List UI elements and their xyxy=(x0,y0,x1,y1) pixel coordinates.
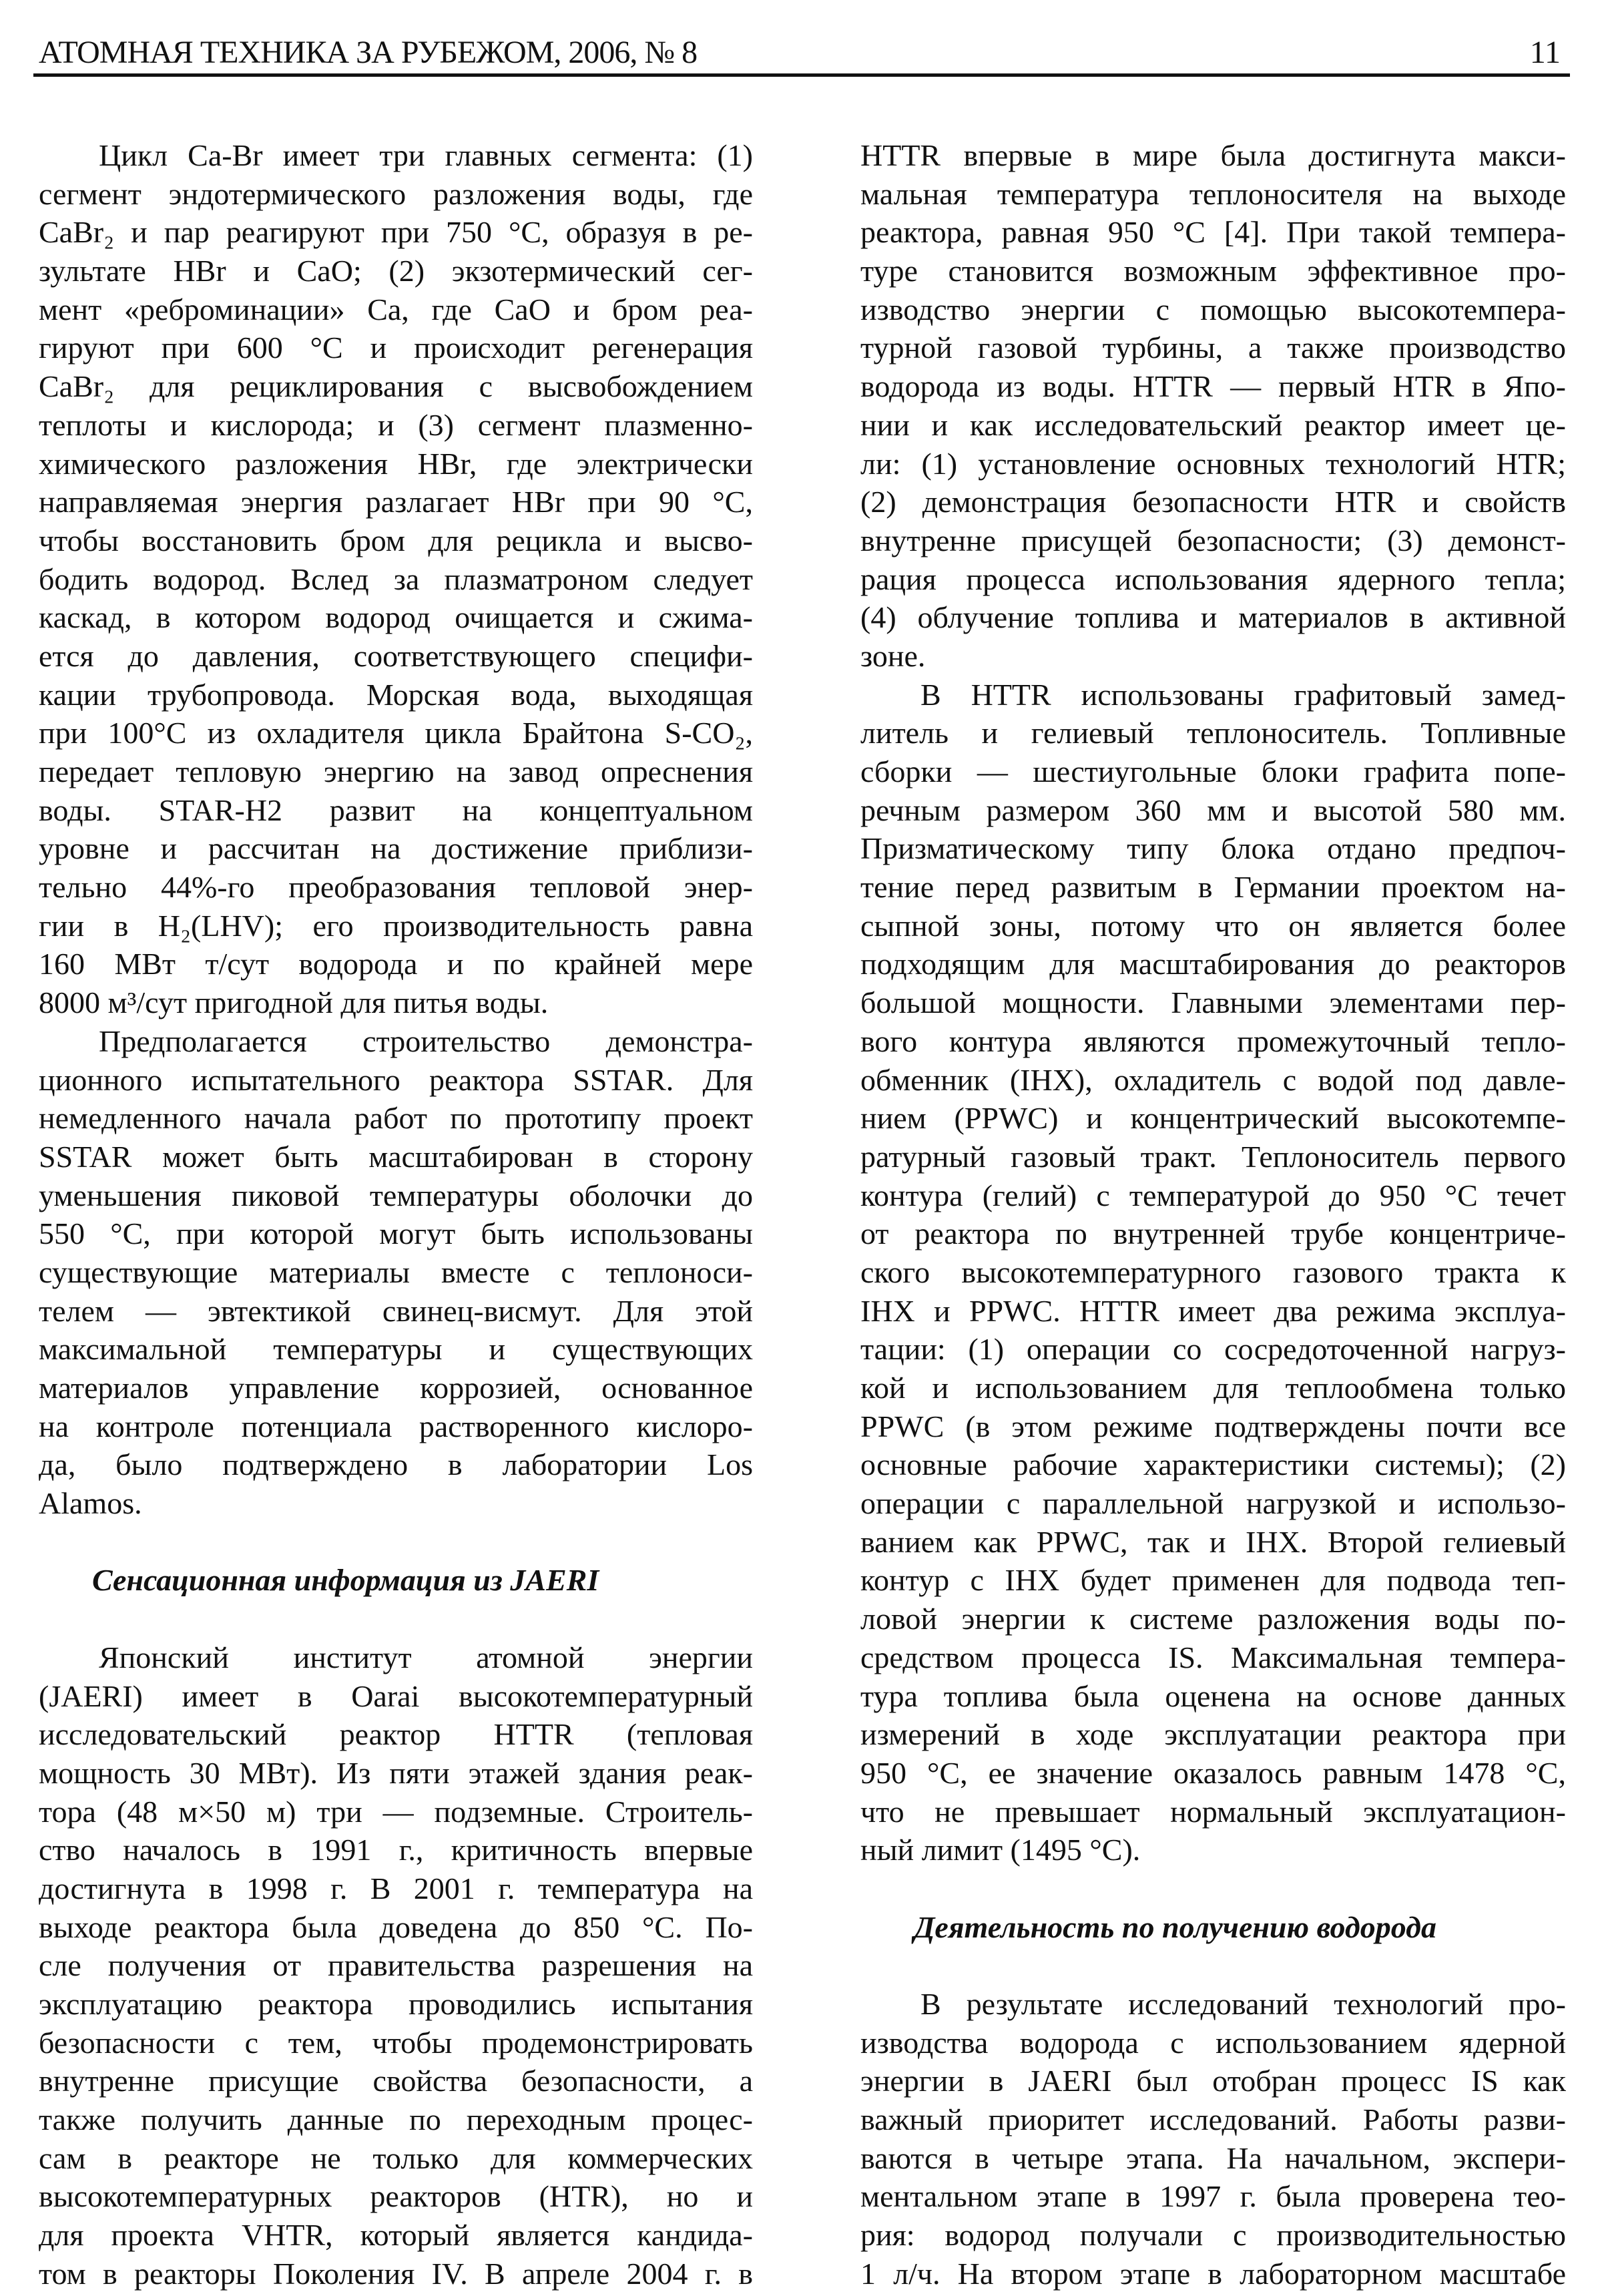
text-line: сам в реакторе не только для коммерческих xyxy=(39,2140,753,2175)
text-line: контура (гелий) с температурой до 950 °C течет xyxy=(860,1178,1566,1212)
text-line: тельно 44%-го преобразования тепловой энер- xyxy=(39,870,753,905)
paragraph xyxy=(860,136,1566,676)
text-line: HTTR впервые в мире была достигнута макси- xyxy=(860,138,1566,172)
text-line: телем — эвтектикой свинец-висмут. Для этой xyxy=(39,1293,753,1328)
text-line: ского высокотемпературного газового тракта к xyxy=(860,1254,1566,1289)
text-line: мальная температура теплоносителя на выходе xyxy=(860,176,1566,211)
text-line: безопасности с тем, чтобы продемонстрировать xyxy=(39,2025,753,2060)
text-line: 950 °C, ее значение оказалось равным 1478 °C, xyxy=(860,1755,1566,1790)
text-line: тура топлива была оценена на основе данных xyxy=(860,1678,1566,1713)
text-line: CaBr₂ для рециклирования с высвобождением xyxy=(39,369,753,404)
text-line: гии в H₂(LHV); его производительность равна xyxy=(39,908,753,943)
text-line: кой и использованием для теплообмена только xyxy=(860,1371,1566,1405)
text-line: В результате исследований технологий про- xyxy=(920,1987,1566,2021)
text-line: 8000 м³/сут пригодной для питья воды. xyxy=(39,985,549,1020)
text-line: Японский институт атомной энергии xyxy=(99,1640,753,1674)
text-line: чтобы восстановить бром для рецикла и высво- xyxy=(39,523,753,557)
text-line: тора (48 м×50 м) три — подземные. Строитель- xyxy=(39,1794,753,1829)
text-line: каскад, в котором водород очищается и сжима- xyxy=(39,600,753,635)
text-column-right xyxy=(860,136,1566,2293)
text-line: ется до давления, соответствующего специфи- xyxy=(39,638,753,673)
journal-title: АТОМНАЯ ТЕХНИКА ЗА РУБЕЖОМ, 2006, № 8 xyxy=(39,35,698,70)
text-line: сборки — шестиугольные блоки графита попе- xyxy=(860,754,1566,788)
text-line: операции с параллельной нагрузкой и использо- xyxy=(860,1486,1566,1521)
header-rule xyxy=(33,73,1570,77)
text-line: теплоты и кислорода; и (3) сегмент плазменно- xyxy=(39,407,753,442)
text-line: кации трубопровода. Морская вода, выходящая xyxy=(39,677,753,712)
text-line: IHX и PPWC. HTTR имеет два режима эксплуа- xyxy=(860,1293,1566,1328)
paragraph xyxy=(39,1022,753,1523)
text-line: средством процесса IS. Максимальная темпера- xyxy=(860,1640,1566,1674)
text-line: подходящим для масштабирования до реакторов xyxy=(860,947,1566,981)
text-line: нием (PPWC) и концентрический высокотемпе- xyxy=(860,1101,1566,1136)
text-line: ваются в четыре этапа. На начальном, экспери- xyxy=(860,2140,1566,2175)
text-line: речным размером 360 мм и высотой 580 мм. xyxy=(860,792,1566,827)
text-line: туре становится возможным эффективное про- xyxy=(860,254,1566,288)
text-line: литель и гелиевый теплоноситель. Топливные xyxy=(860,716,1566,750)
text-line: высокотемпературных реакторов (HTR), но и xyxy=(39,2179,753,2214)
text-line: нии и как исследовательский реактор имеет це- xyxy=(860,407,1566,442)
text-line: химического разложения HBr, где электрически xyxy=(39,446,753,481)
text-line: материалов управление коррозией, основанное xyxy=(39,1371,753,1405)
text-line: зультате HBr и CaO; (2) экзотермический сег- xyxy=(39,254,753,288)
text-line: 550 °C, при которой могут быть использованы xyxy=(39,1216,753,1251)
text-line: ментальном этапе в 1997 г. была проверена тео- xyxy=(860,2179,1566,2214)
text-line: мент «реброминации» Ca, где CaO и бром реа- xyxy=(39,292,753,326)
text-line: водорода из воды. HTTR — первый HTR в Япо- xyxy=(860,369,1566,404)
running-header xyxy=(39,33,1561,72)
text-line: при 100°C из охладителя цикла Брайтона S-CO₂, xyxy=(39,716,753,750)
text-line: сле получения от правительства разрешения на xyxy=(39,1948,753,1983)
text-line: исследовательский реактор HTTR (тепловая xyxy=(39,1717,753,1752)
text-line: выходе реактора была доведена до 850 °C. По- xyxy=(39,1909,753,1944)
text-line: внутренне присущей безопасности; (3) демонст- xyxy=(860,523,1566,557)
text-line: (4) облучение топлива и материалов в активной xyxy=(860,600,1566,635)
text-line: сыпной зоны, потому что он является более xyxy=(860,908,1566,943)
text-line: рация процесса использования ядерного тепла; xyxy=(860,561,1566,596)
text-line: Цикл Ca-Br имеет три главных сегмента: (1) xyxy=(99,138,753,172)
paragraph xyxy=(860,1985,1566,2293)
text-line: обменник (IHX), охладитель с водой под давле- xyxy=(860,1062,1566,1097)
text-line: измерений в ходе эксплуатации реактора при xyxy=(860,1717,1566,1752)
paragraph xyxy=(39,1638,753,2293)
text-line: зоне. xyxy=(860,638,926,673)
section-heading: Деятельность по получению водорода xyxy=(914,1909,1436,1944)
text-line: (2) демонстрация безопасности HTR и свойств xyxy=(860,485,1566,519)
text-line: рия: водород получали с производительностью xyxy=(860,2218,1566,2253)
text-line: также получить данные по переходным процес- xyxy=(39,2102,753,2137)
text-line: уровне и рассчитан на достижение приблизи- xyxy=(39,831,753,866)
text-line: основные рабочие характеристики системы); (2) xyxy=(860,1447,1566,1482)
text-line: ли: (1) установление основных технологий HTR; xyxy=(860,446,1566,481)
text-line: вого контура являются промежуточный тепло- xyxy=(860,1023,1566,1058)
text-line: ство началось в 1991 г., критичность впервые xyxy=(39,1833,753,1867)
text-line: сегмент эндотермического разложения воды, где xyxy=(39,176,753,211)
text-line: да, было подтверждено в лаборатории Los xyxy=(39,1447,753,1482)
text-line: бодить водород. Вслед за плазматроном следует xyxy=(39,561,753,596)
text-line: турной газовой турбины, а также производство xyxy=(860,330,1566,365)
text-line: что не превышает нормальный эксплуатацион- xyxy=(860,1794,1566,1829)
text-line: гируют при 600 °C и происходит регенерация xyxy=(39,330,753,365)
text-line: максимальной температуры и существующих xyxy=(39,1332,753,1367)
text-line: ванием как PPWC, так и IHX. Второй гелиевый xyxy=(860,1524,1566,1559)
text-line: ратурный газовый тракт. Теплоноситель первого xyxy=(860,1139,1566,1174)
text-line: тации: (1) операции со сосредоточенной нагруз- xyxy=(860,1332,1566,1367)
text-line: PPWC (в этом режиме подтверждены почти все xyxy=(860,1409,1566,1443)
text-line: существующие материалы вместе с теплоноси- xyxy=(39,1254,753,1289)
text-line: (JAERI) имеет в Oarai высокотемпературный xyxy=(39,1678,753,1713)
text-line: энергии в JAERI был отобран процесс IS как xyxy=(860,2064,1566,2098)
text-line: достигнута в 1998 г. В 2001 г. температура на xyxy=(39,1871,753,1905)
text-line: направляемая энергия разлагает HBr при 90 °C, xyxy=(39,485,753,519)
text-line: мощность 30 МВт). Из пяти этажей здания реак- xyxy=(39,1755,753,1790)
text-line: от реактора по внутренней трубе концентриче- xyxy=(860,1216,1566,1251)
text-line: воды. STAR-H2 развит на концептуальном xyxy=(39,792,753,827)
text-line: CaBr₂ и пар реагируют при 750 °C, образуя в ре- xyxy=(39,215,753,250)
paragraph xyxy=(860,676,1566,1869)
text-line: реактора, равная 950 °C [4]. При такой темпера- xyxy=(860,215,1566,250)
text-line: ционного испытательного реактора SSTAR. Для xyxy=(39,1062,753,1097)
text-line: для проекта VHTR, который является кандида- xyxy=(39,2218,753,2253)
page-number: 11 xyxy=(1529,35,1561,70)
text-line: SSTAR может быть масштабирован в сторону xyxy=(39,1139,753,1174)
text-line: ный лимит (1495 °C). xyxy=(860,1833,1141,1867)
text-line: эксплуатацию реактора проводились испытания xyxy=(39,1987,753,2021)
text-line: Alamos. xyxy=(39,1486,142,1521)
text-line: большой мощности. Главными элементами пер- xyxy=(860,985,1566,1020)
text-line: 1 л/ч. На втором этапе в лабораторном масштабе xyxy=(860,2256,1566,2291)
text-line: уменьшения пиковой температуры оболочки до xyxy=(39,1178,753,1212)
text-column-left xyxy=(39,136,753,2293)
text-line: ловой энергии к системе разложения воды по- xyxy=(860,1602,1566,1636)
paragraph xyxy=(39,136,753,1022)
text-line: В HTTR использованы графитовый замед- xyxy=(920,677,1566,712)
text-line: том в реакторы Поколения IV. В апреле 2004 г. в xyxy=(39,2256,753,2291)
text-line: внутренне присущие свойства безопасности, а xyxy=(39,2064,753,2098)
text-line: 160 МВт т/сут водорода и по крайней мере xyxy=(39,947,753,981)
section-heading: Сенсационная информация из JAERI xyxy=(92,1563,599,1598)
text-line: контур с IHX будет применен для подвода теп- xyxy=(860,1563,1566,1598)
text-line: тение перед развитым в Германии проектом на- xyxy=(860,870,1566,905)
text-line: важный приоритет исследований. Работы разви- xyxy=(860,2102,1566,2137)
text-line: изводства водорода с использованием ядерной xyxy=(860,2025,1566,2060)
text-line: на контроле потенциала растворенного кислоро- xyxy=(39,1409,753,1443)
text-line: Предполагается строительство демонстра- xyxy=(99,1023,753,1058)
text-line: немедленного начала работ по прототипу проект xyxy=(39,1101,753,1136)
text-line: передает тепловую энергию на завод опреснения xyxy=(39,754,753,788)
text-line: изводство энергии с помощью высокотемпера- xyxy=(860,292,1566,326)
text-line: Призматическому типу блока отдано предпоч- xyxy=(860,831,1566,866)
